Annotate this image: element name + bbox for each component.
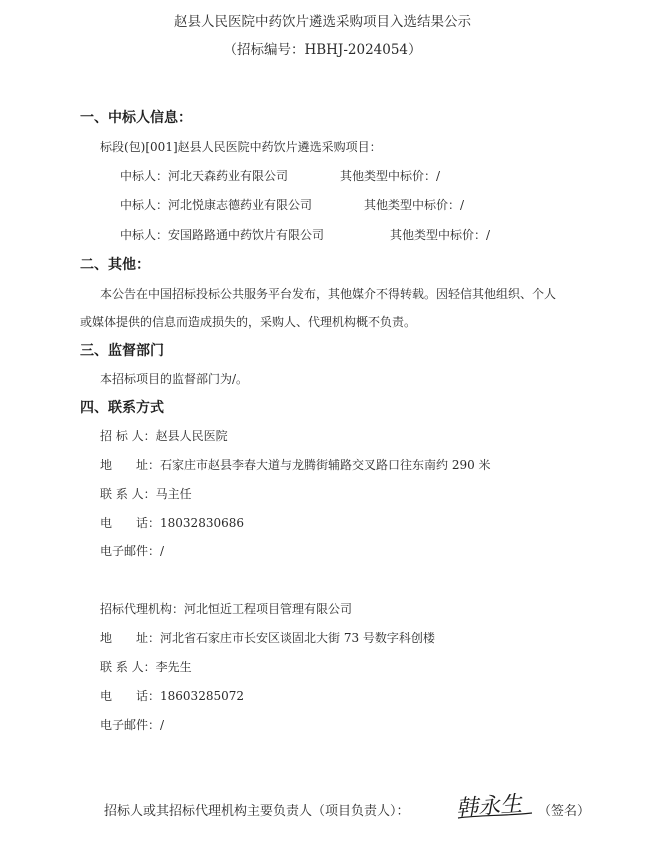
winner-2-price: 其他类型中标价：/ (364, 198, 465, 212)
tenderer-email: / (160, 544, 165, 558)
tenderer-row (100, 427, 228, 444)
tenderer-email-label: 电子邮件： (100, 544, 161, 558)
agency-address-row (100, 629, 435, 646)
tenderer-contact-label: 联 系 人： (100, 487, 156, 501)
tender-number: （招标编号：HBHJ-2024054） (223, 42, 422, 58)
tenderer-name: 赵县人民医院 (155, 429, 228, 443)
tenderer-email-row (100, 542, 164, 559)
signature-text: 韩永生 (455, 791, 523, 822)
supervision-text: 本招标项目的监督部门为/。 (100, 372, 249, 386)
tenderer-contact: 马主任 (155, 487, 192, 501)
agency-address: 河北省石家庄市长安区谈固北大街 73 号数字科创楼 (160, 631, 435, 645)
agency-contact-row (100, 658, 192, 675)
tenderer-address-label: 地 址： (100, 458, 161, 472)
winner-2: 中标人：河北悦康志德药业有限公司 (120, 198, 313, 212)
lot-line: 标段(包)[001]赵县人民医院中药饮片遴选采购项目： (100, 140, 382, 154)
section-heading-winners: 一、中标人信息： (80, 110, 192, 126)
agency-phone: 18603285072 (160, 689, 244, 703)
agency-name: 河北恒近工程项目管理有限公司 (184, 602, 353, 616)
agency-phone-label: 电 话： (100, 689, 161, 703)
document-title: 赵县人民医院中药饮片遴选采购项目入选结果公示 (174, 14, 471, 30)
tenderer-address-row (100, 456, 491, 473)
signature-suffix: （签名） (538, 804, 591, 819)
tenderer-name-label: 招 标 人： (100, 429, 156, 443)
section-heading-other: 二、其他： (80, 257, 150, 273)
agency-email-label: 电子邮件： (100, 718, 161, 732)
agency-row (100, 600, 352, 617)
section-heading-supervision: 三、监督部门 (80, 343, 164, 359)
tenderer-address: 石家庄市赵县李春大道与龙腾街辅路交叉路口往东南约 290 米 (160, 458, 491, 472)
agency-email-row (100, 716, 164, 733)
agency-contact: 李先生 (155, 660, 192, 674)
winner-1: 中标人：河北天森药业有限公司 (120, 169, 289, 183)
agency-address-label: 地 址： (100, 631, 161, 645)
agency-email: / (160, 718, 165, 732)
handwritten-signature (452, 785, 538, 825)
winner-3: 中标人：安国路路通中药饮片有限公司 (120, 228, 325, 242)
winner-3-price: 其他类型中标价：/ (390, 228, 491, 242)
tenderer-phone-label: 电 话： (100, 516, 161, 530)
signature-label: 招标人或其招标代理机构主要负责人（项目负责人）： (104, 804, 410, 819)
section-heading-contact: 四、联系方式 (80, 400, 164, 416)
notice-line-2: 或媒体提供的信息而造成损失的，采购人、代理机构概不负责。 (80, 315, 417, 329)
agency-contact-label: 联 系 人： (100, 660, 156, 674)
agency-name-label: 招标代理机构： (100, 602, 185, 616)
agency-phone-row (100, 687, 244, 704)
tenderer-contact-row (100, 485, 192, 502)
winner-1-price: 其他类型中标价：/ (340, 169, 441, 183)
tenderer-phone-row (100, 514, 244, 531)
tenderer-phone: 18032830686 (160, 516, 244, 530)
notice-line-1: 本公告在中国招标投标公共服务平台发布，其他媒介不得转载。因轻信其他组织、个人 (100, 287, 557, 301)
